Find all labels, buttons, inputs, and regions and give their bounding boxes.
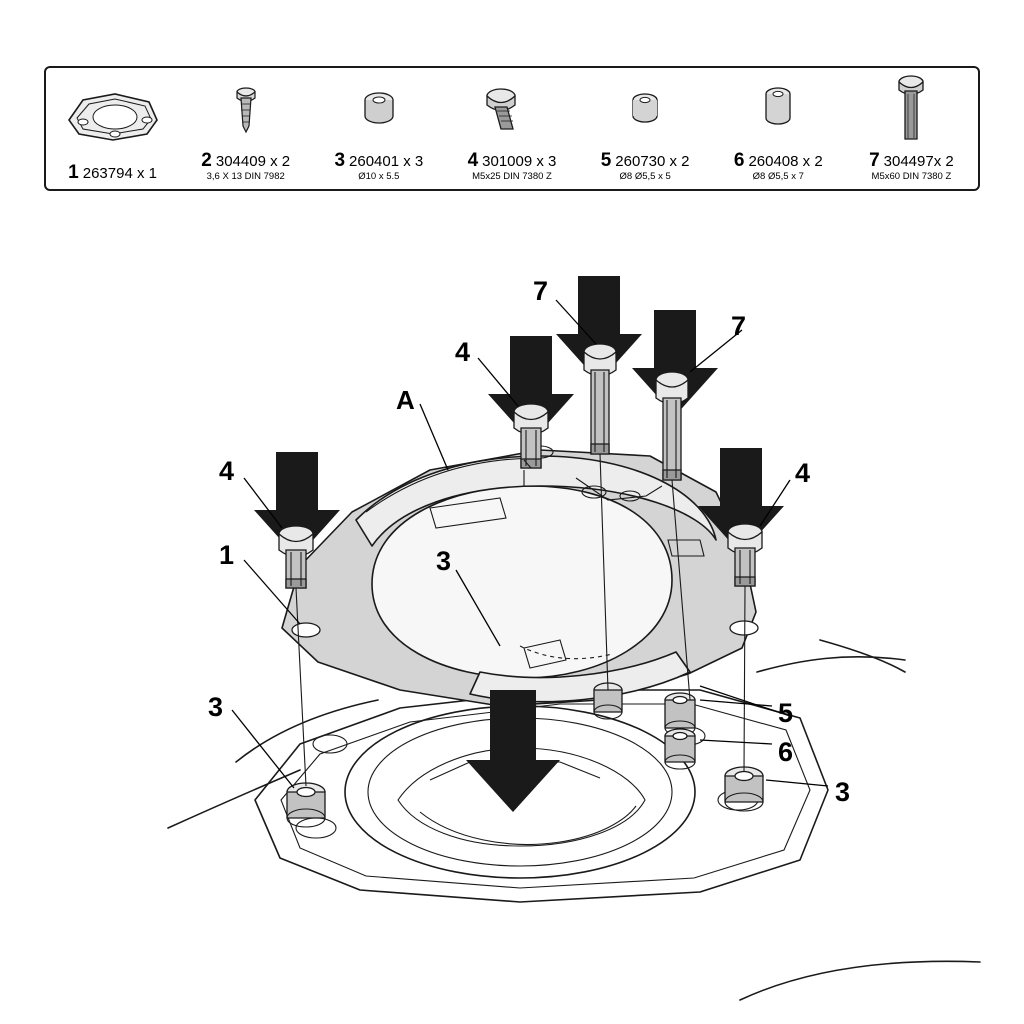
legend-item-3 (312, 68, 445, 189)
legend-item-4 (445, 68, 578, 189)
legend-item-7 (845, 68, 978, 189)
legend-spec: M5x60 DIN 7380 Z (871, 171, 952, 182)
callout-3-left: 3 (208, 692, 224, 722)
legend-code: 260401 x 3 (349, 153, 424, 170)
legend-spec: Ø8 Ø5,5 x 7 (752, 171, 804, 182)
legend-code: 260408 x 2 (748, 153, 823, 170)
legend-spec: 3,6 X 13 DIN 7982 (206, 171, 285, 182)
callout-4-right: 4 (795, 458, 811, 488)
legend-spec: Ø8 Ø5,5 x 5 (619, 171, 671, 182)
bush-3-right (725, 767, 763, 811)
legend-label (869, 152, 954, 170)
legend-index: 1 (68, 162, 79, 183)
legend-spec: Ø10 x 5.5 (358, 171, 400, 182)
legend-code: 304497x 2 (883, 153, 954, 170)
sleeve-6 (665, 729, 695, 769)
legend-item-5 (579, 68, 712, 189)
self-tapping-screw-icon (179, 68, 312, 152)
legend-code: 260730 x 2 (615, 153, 690, 170)
legend-code: 301009 x 3 (482, 153, 557, 170)
flange-bolt-icon (445, 68, 578, 152)
callout-1: 1 (219, 540, 235, 570)
legend-spec: M5x25 DIN 7380 Z (472, 171, 552, 182)
callout-3-center: 3 (436, 546, 452, 576)
legend-code: 263794 x 1 (82, 165, 157, 182)
legend-item-1 (46, 68, 179, 189)
legend-label (601, 152, 690, 170)
long-bolt-icon (845, 68, 978, 152)
gasket-plate-icon (46, 68, 179, 164)
callout-5: 5 (778, 698, 794, 728)
legend-index: 4 (467, 150, 479, 171)
legend-code: 304409 x 2 (215, 153, 291, 170)
legend-label (201, 152, 290, 170)
short-sleeve-icon (579, 68, 712, 152)
legend-index: 5 (600, 150, 612, 171)
callout-6: 6 (778, 737, 794, 767)
callout-3-right: 3 (835, 777, 851, 807)
callout-7-top-left: 7 (533, 276, 549, 306)
callout-4-left: 4 (219, 456, 235, 486)
legend-item-6 (712, 68, 845, 189)
bush-3-left (287, 783, 325, 827)
parts-legend-box (44, 66, 980, 191)
legend-label (734, 152, 823, 170)
legend-label (468, 152, 557, 170)
spacer-bush-icon (312, 68, 445, 152)
legend-index: 6 (733, 150, 745, 171)
callout-7-top-right: 7 (731, 311, 747, 341)
legend-item-2 (179, 68, 312, 189)
legend-label (334, 152, 423, 170)
legend-label (68, 164, 157, 182)
legend-index: 3 (334, 150, 346, 171)
tanklock-bracket-plate (282, 446, 758, 706)
bolt-7-left (584, 344, 616, 454)
legend-index: 2 (201, 150, 212, 171)
legend-index: 7 (869, 150, 880, 171)
callout-A: A (396, 385, 415, 415)
long-sleeve-icon (712, 68, 845, 152)
tank-contour-line (740, 961, 980, 1000)
callout-4-top: 4 (455, 337, 471, 367)
